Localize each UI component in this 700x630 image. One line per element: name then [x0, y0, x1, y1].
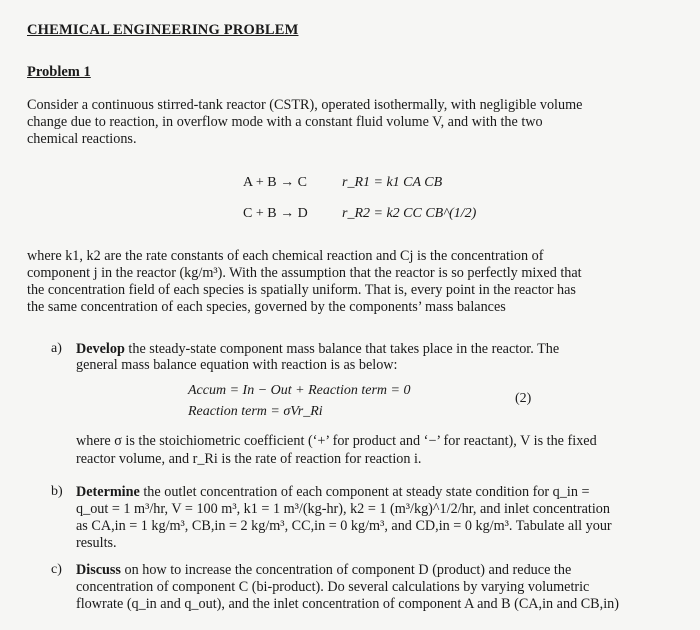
part-c-line-3: flowrate (q_in and q_out), and the inlet concentration of component A and B (CA,in and CB,in)	[76, 596, 619, 612]
intro-line-1: Consider a continuous stirred-tank reactor (CSTR), operated isothermally, with negligible volume	[27, 97, 583, 113]
part-b-keyword: Determine	[76, 484, 140, 500]
problem-heading: Problem 1	[27, 64, 91, 80]
where-line-2: component j in the reactor (kg/m³). With the assumption that the reactor is so perfectly mixed that	[27, 265, 582, 281]
part-b-line-4: results.	[76, 535, 117, 551]
part-b-text-1: the outlet concentration of each component at steady state condition for q_in =	[139, 484, 590, 500]
reaction-1-equation: A + B → C	[243, 175, 307, 190]
reaction-2-equation: C + B → D	[243, 206, 308, 221]
document-title: CHEMICAL ENGINEERING PROBLEM	[27, 22, 299, 38]
part-a-line-1	[76, 341, 559, 358]
part-b-line-2: q_out = 1 m³/hr, V = 100 m³, k1 = 1 m³/(kg-hr), k2 = 1 (m³/kg)^1/2/hr, and inlet concentration	[76, 501, 610, 517]
intro-line-2: change due to reaction, in overflow mode with a constant fluid volume V, and with the two	[27, 114, 543, 130]
reaction-term-equation: Reaction term = σVr_Ri	[188, 404, 323, 419]
part-a-text-1: the steady-state component mass balance that takes place in the reactor. The	[124, 341, 560, 357]
where-line-3: the concentration field of each species is spatially uniform. That is, every point in the reactor has	[27, 282, 576, 298]
part-a-line-2: general mass balance equation with reaction is as below:	[76, 357, 398, 373]
part-c-keyword: Discuss	[76, 562, 121, 578]
part-a-after-2: reactor volume, and r_Ri is the rate of reaction for reaction i.	[76, 451, 422, 467]
part-c-label: c)	[51, 562, 62, 577]
part-b-line-3: as CA,in = 1 kg/m³, CB,in = 2 kg/m³, CC,in = 0 kg/m³, and CD,in = 0 kg/m³. Tabulate all your	[76, 518, 612, 534]
part-a-keyword: Develop	[76, 341, 125, 357]
part-b-label: b)	[51, 484, 63, 499]
reaction-2-rate: r_R2 = k2 CC CB^(1/2)	[342, 206, 477, 221]
intro-line-3: chemical reactions.	[27, 131, 137, 147]
equation-number: (2)	[515, 391, 532, 406]
where-line-1: where k1, k2 are the rate constants of each chemical reaction and Cj is the concentration of	[27, 248, 544, 264]
part-c-line-1	[76, 562, 571, 579]
part-b-line-1	[76, 484, 589, 501]
mass-balance-equation: Accum = In − Out + Reaction term = 0	[188, 383, 411, 398]
part-a-label: a)	[51, 341, 62, 356]
part-c-line-2: concentration of component C (bi-product). Do several calculations by varying volumetric	[76, 579, 590, 595]
reaction-1-rate: r_R1 = k1 CA CB	[342, 175, 443, 190]
where-line-4: the same concentration of each species, governed by the components’ mass balances	[27, 299, 506, 315]
part-c-text-1: on how to increase the concentration of component D (product) and reduce the	[120, 562, 572, 578]
part-a-after-1: where σ is the stoichiometric coefficient (‘+’ for product and ‘−’ for reactant), V is the fixed	[76, 433, 597, 449]
